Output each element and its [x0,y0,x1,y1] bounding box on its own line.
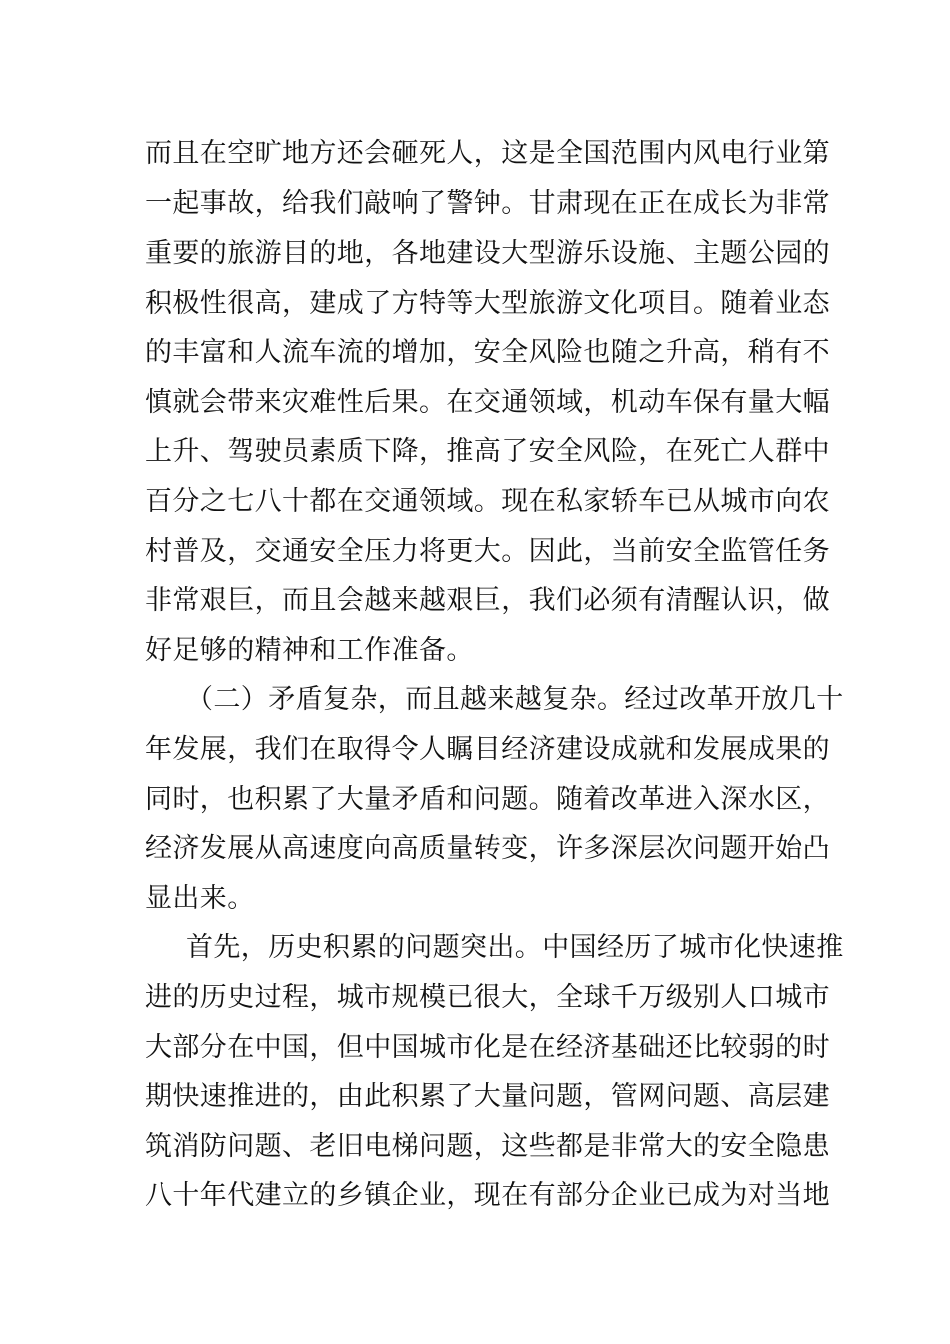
text-line: 非常艰巨，而且会越来越艰巨，我们必须有清醒认识，做 [145,585,830,616]
text-line: 慎就会带来灾难性后果。在交通领域，机动车保有量大幅 [145,387,830,418]
text-line: 经济发展从高速度向高质量转变，许多深层次问题开始凸 [145,833,830,864]
text-line: 百分之七八十都在交通领域。现在私家轿车已从城市向农 [145,486,830,517]
paragraph-heading: （二）矛盾复杂，而且越来越复杂。经过改革开放几十 [186,684,844,715]
text-line: 重要的旅游目的地，各地建设大型游乐设施、主题公园的 [145,238,830,269]
text-line: 期快速推进的，由此积累了大量问题，管网问题、高层建 [145,1081,830,1112]
text-line: 筑消防问题、老旧电梯问题，这些都是非常大的安全隐患 [145,1131,830,1162]
text-line: 进的历史过程，城市规模已很大，全球千万级别人口城市 [145,982,830,1013]
paragraph-start: 首先，历史积累的问题突出。中国经历了城市化快速推 [186,932,844,963]
text-line: 积极性很高，建成了方特等大型旅游文化项目。随着业态 [145,288,830,319]
text-line: 年发展，我们在取得令人瞩目经济建设成就和发展成果的 [145,734,830,765]
text-line: 一起事故，给我们敲响了警钟。甘肃现在正在成长为非常 [145,188,830,219]
text-line: 上升、驾驶员素质下降，推高了安全风险，在死亡人群中 [145,436,830,467]
text-line: 同时，也积累了大量矛盾和问题。随着改革进入深水区， [145,784,830,815]
text-line: 八十年代建立的乡镇企业，现在有部分企业已成为对当地 [145,1180,830,1211]
text-line: 的丰富和人流车流的增加，安全风险也随之升高，稍有不 [145,337,830,368]
text-line: 大部分在中国，但中国城市化是在经济基础还比较弱的时 [145,1032,830,1063]
text-line: 显出来。 [145,883,255,914]
text-line: 村普及，交通安全压力将更大。因此，当前安全监管任务 [145,536,830,567]
text-line: 而且在空旷地方还会砸死人，这是全国范围内风电行业第 [145,138,830,169]
text-line: 好足够的精神和工作准备。 [145,635,474,666]
